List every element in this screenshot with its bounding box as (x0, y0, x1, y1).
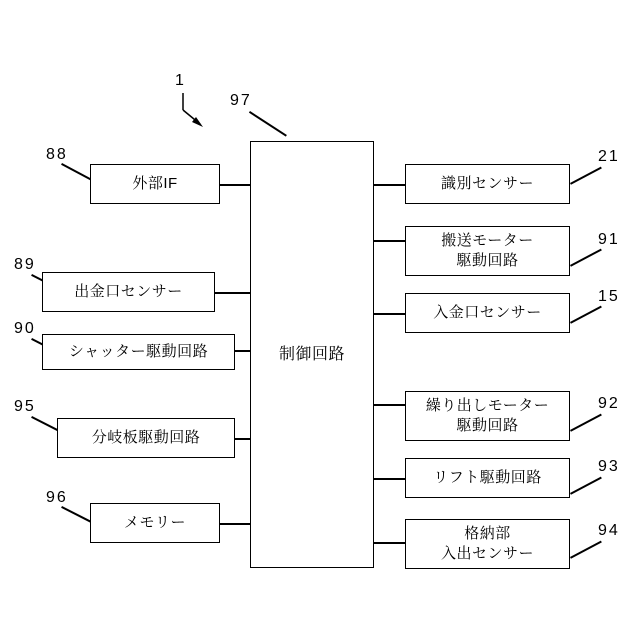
block-transport-motor-drive-circuit[interactable] (405, 226, 570, 276)
block-label-transport-motor-drive-circuit-line2: 駆動回路 (456, 252, 519, 269)
leader-15 (570, 306, 602, 324)
connector-15 (374, 313, 405, 315)
block-lift-drive-circuit[interactable] (405, 458, 570, 498)
connector-95 (235, 438, 250, 440)
block-label-feed-motor-drive-circuit (406, 396, 569, 437)
block-external-if[interactable] (90, 164, 220, 204)
connector-89 (215, 292, 250, 294)
ref-label-90: 90 (14, 320, 36, 337)
leader-92 (570, 414, 602, 432)
block-control-circuit[interactable] (250, 141, 374, 568)
block-label-feed-motor-drive-circuit-line1: 繰り出しモーター (425, 396, 550, 414)
ref-label-94: 94 (598, 522, 620, 539)
connector-94 (374, 542, 405, 544)
block-label-storage-in-out-sensor-line1: 格納部 (464, 524, 511, 542)
block-payout-port-sensor[interactable] (42, 272, 215, 312)
connector-92 (374, 404, 405, 406)
block-label-control-circuit: 制御回路 (278, 345, 345, 363)
ref-label-1: 1 (175, 72, 186, 89)
block-feed-motor-drive-circuit[interactable] (405, 391, 570, 441)
ref-label-97: 97 (230, 92, 252, 109)
block-label-payout-port-sensor: 出金口センサー (74, 282, 183, 300)
connector-21 (374, 184, 405, 186)
leader-91 (570, 249, 602, 267)
block-label-feed-motor-drive-circuit-line2: 駆動回路 (456, 417, 519, 434)
ref-label-95: 95 (14, 398, 36, 415)
leader-93 (570, 477, 602, 495)
block-identification-sensor[interactable] (405, 164, 570, 204)
block-storage-in-out-sensor[interactable] (405, 519, 570, 569)
ref-label-91: 91 (598, 231, 620, 248)
block-shutter-drive-circuit[interactable] (42, 334, 235, 370)
ref-label-21: 21 (598, 148, 620, 165)
connector-90 (235, 350, 250, 352)
connector-91 (374, 240, 405, 242)
block-label-branch-plate-drive-circuit: 分岐板駆動回路 (91, 428, 201, 446)
ref-label-92: 92 (598, 395, 620, 412)
leader-97 (249, 111, 287, 136)
connector-93 (374, 478, 405, 480)
leader-21 (570, 167, 602, 185)
connector-96 (220, 523, 250, 525)
block-label-deposit-port-sensor: 入金口センサー (433, 303, 542, 321)
ref-label-15: 15 (598, 288, 620, 305)
block-branch-plate-drive-circuit[interactable] (57, 418, 235, 458)
ref-label-93: 93 (598, 458, 620, 475)
block-label-storage-in-out-sensor-line2: 入出センサー (440, 545, 534, 562)
ref-label-89: 89 (14, 256, 36, 273)
connector-88 (220, 184, 250, 186)
ref-label-88: 88 (46, 146, 68, 163)
block-label-identification-sensor: 識別センサー (440, 174, 534, 192)
block-deposit-port-sensor[interactable] (405, 293, 570, 333)
leader-96 (61, 506, 92, 523)
block-label-storage-in-out-sensor (406, 524, 569, 565)
leader-94 (570, 541, 602, 559)
block-memory[interactable] (90, 503, 220, 543)
block-label-external-if: 外部IF (132, 174, 178, 192)
block-label-lift-drive-circuit: リフト駆動回路 (433, 468, 542, 486)
block-label-transport-motor-drive-circuit (406, 231, 569, 272)
block-label-transport-motor-drive-circuit-line1: 搬送モーター (441, 231, 534, 249)
block-label-memory: メモリー (123, 513, 186, 531)
ref-label-96: 96 (46, 489, 68, 506)
block-label-shutter-drive-circuit: シャッター駆動回路 (68, 342, 209, 360)
